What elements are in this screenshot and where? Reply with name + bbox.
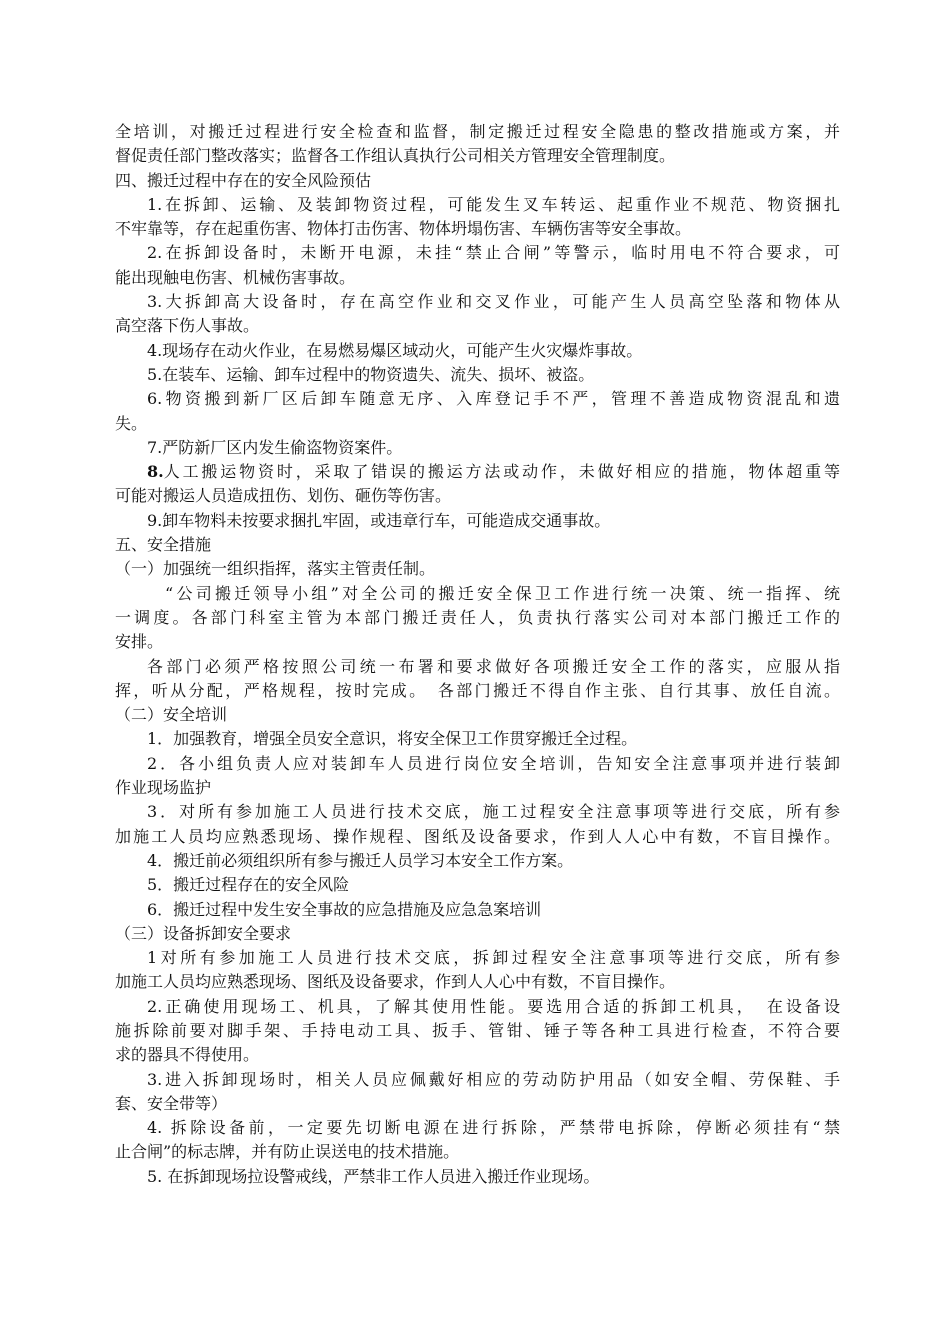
subsection-heading-3: （三）设备拆卸安全要求 [115,923,292,943]
text-line: 4.现场存在动火作业，在易燃易爆区域动火，可能产生火灾爆炸事故。 [147,340,643,360]
text-line: 作业现场监护 [115,778,212,798]
subsection-heading-1: （一）加强统一组织指挥，落实主管责任制。 [115,559,436,579]
text-line: 求的器具不得使用。 [115,1045,260,1065]
text-line: 各部门必须严格按照公司统一布署和要求做好各项搬迁安全工作的落实，应服从指 [147,656,840,676]
text-line: 3.进入拆卸现场时，相关人员应佩戴好相应的劳动防护用品（如安全帽、劳保鞋、手 [147,1069,840,1089]
text-line: 施拆除前要对脚手架、手持电动工具、扳手、管钳、锤子等各种工具进行检查，不符合要 [115,1020,840,1040]
item-number: 8. [147,462,164,482]
text-line: 失。 [115,413,148,433]
text-line: 2．各小组负责人应对装卸车人员进行岗位安全培训，告知安全注意事项并进行装卸 [147,753,840,773]
text-line: 5．搬迁过程存在的安全风险 [147,875,350,895]
text-line: 一调度。各部门科室主管为本部门搬迁责任人，负责执行落实公司对本部门搬迁工作的 [115,607,840,627]
text-line: 4. 拆除设备前，一定要先切断电源在进行拆除，严禁带电拆除，停断必须挂有“禁 [147,1118,840,1138]
text-line: 6．搬迁过程中发生安全事故的应急措施及应急急案培训 [147,899,542,919]
text-line: 高空落下伤人事故。 [115,316,260,336]
text-line: 2.正确使用现场工、机具，了解其使用性能。要选用合适的拆卸工机具， 在设备设 [147,996,840,1016]
text-line: 5. 在拆卸现场拉设警戒线，严禁非工作人员进入搬迁作业现场。 [147,1166,600,1186]
text-line: 能出现触电伤害、机械伤害事故。 [115,267,356,287]
text-line: 督促责任部门整改落实；监督各工作组认真执行公司相关方管理安全管理制度。 [115,146,676,166]
text-line: 安排。 [115,632,164,652]
text-line: 3．对所有参加施工人员进行技术交底，施工过程安全注意事项等进行交底，所有参 [147,802,840,822]
section-heading-4: 四、搬迁过程中存在的安全风险预估 [115,170,372,190]
text-line: 9.卸车物料未按要求捆扎牢固，或违章行车，可能造成交通事故。 [147,510,611,530]
text-line: 3.大拆卸高大设备时，存在高空作业和交叉作业，可能产生人员高空坠落和物体从 [147,292,840,312]
text-line: 6.物资搬到新厂区后卸车随意无序、入库登记手不严，管理不善造成物资混乱和遗 [147,389,840,409]
text-line: 加施工人员均应熟悉现场、操作规程、图纸及设备要求，作到人人心中有数，不盲目操作。 [115,826,840,846]
text-line: 5.在装车、运输、卸车过程中的物资遗失、流失、损坏、被盗。 [147,364,595,384]
text-line: “公司搬迁领导小组”对全公司的搬迁安全保卫工作进行统一决策、统一指挥、统 [165,583,840,603]
text-line: 不牢靠等，存在起重伤害、物体打击伤害、物体坍塌伤害、车辆伤害等安全事故。 [115,219,692,239]
text-line: 1.在拆卸、运输、及装卸物资过程，可能发生叉车转运、起重作业不规范、物资捆扎 [147,194,840,214]
text-line: 加施工人员均应熟悉现场、图纸及设备要求，作到人人心中有数，不盲目操作。 [115,972,676,992]
text-line: 7.严防新厂区内发生偷盗物资案件。 [147,437,403,457]
text-line: 2.在拆卸设备时，未断开电源，未挂“禁止合闸”等警示，临时用电不符合要求，可 [147,243,840,263]
text-line: 挥，听从分配，严格规程，按时完成。 各部门搬迁不得自作主张、自行其事、放任自流。 [115,680,840,700]
section-heading-5: 五、安全措施 [115,535,212,555]
text-line: 1．加强教育，增强全员安全意识，将安全保卫工作贯穿搬迁全过程。 [147,729,638,749]
text-line: 4．搬迁前必须组织所有参与搬迁人员学习本安全工作方案。 [147,850,574,870]
text-line: 止合闸”的标志牌，并有防止误送电的技术措施。 [115,1142,460,1162]
text-line: 1对所有参加施工人员进行技术交底，拆卸过程安全注意事项等进行交底，所有参 [147,948,840,968]
text-line: 套、安全带等） [115,1093,228,1113]
text-line: 可能对搬运人员造成扭伤、划伤、砸伤等伤害。 [115,486,452,506]
text-line: 全培训，对搬迁过程进行安全检查和监督，制定搬迁过程安全隐患的整改措施或方案，并 [115,122,840,141]
subsection-heading-2: （二）安全培训 [115,705,228,725]
text-line [115,460,840,484]
text-span: 人工搬运物资时，采取了错误的搬运方法或动作，未做好相应的措施，物体超重等 [163,462,840,482]
